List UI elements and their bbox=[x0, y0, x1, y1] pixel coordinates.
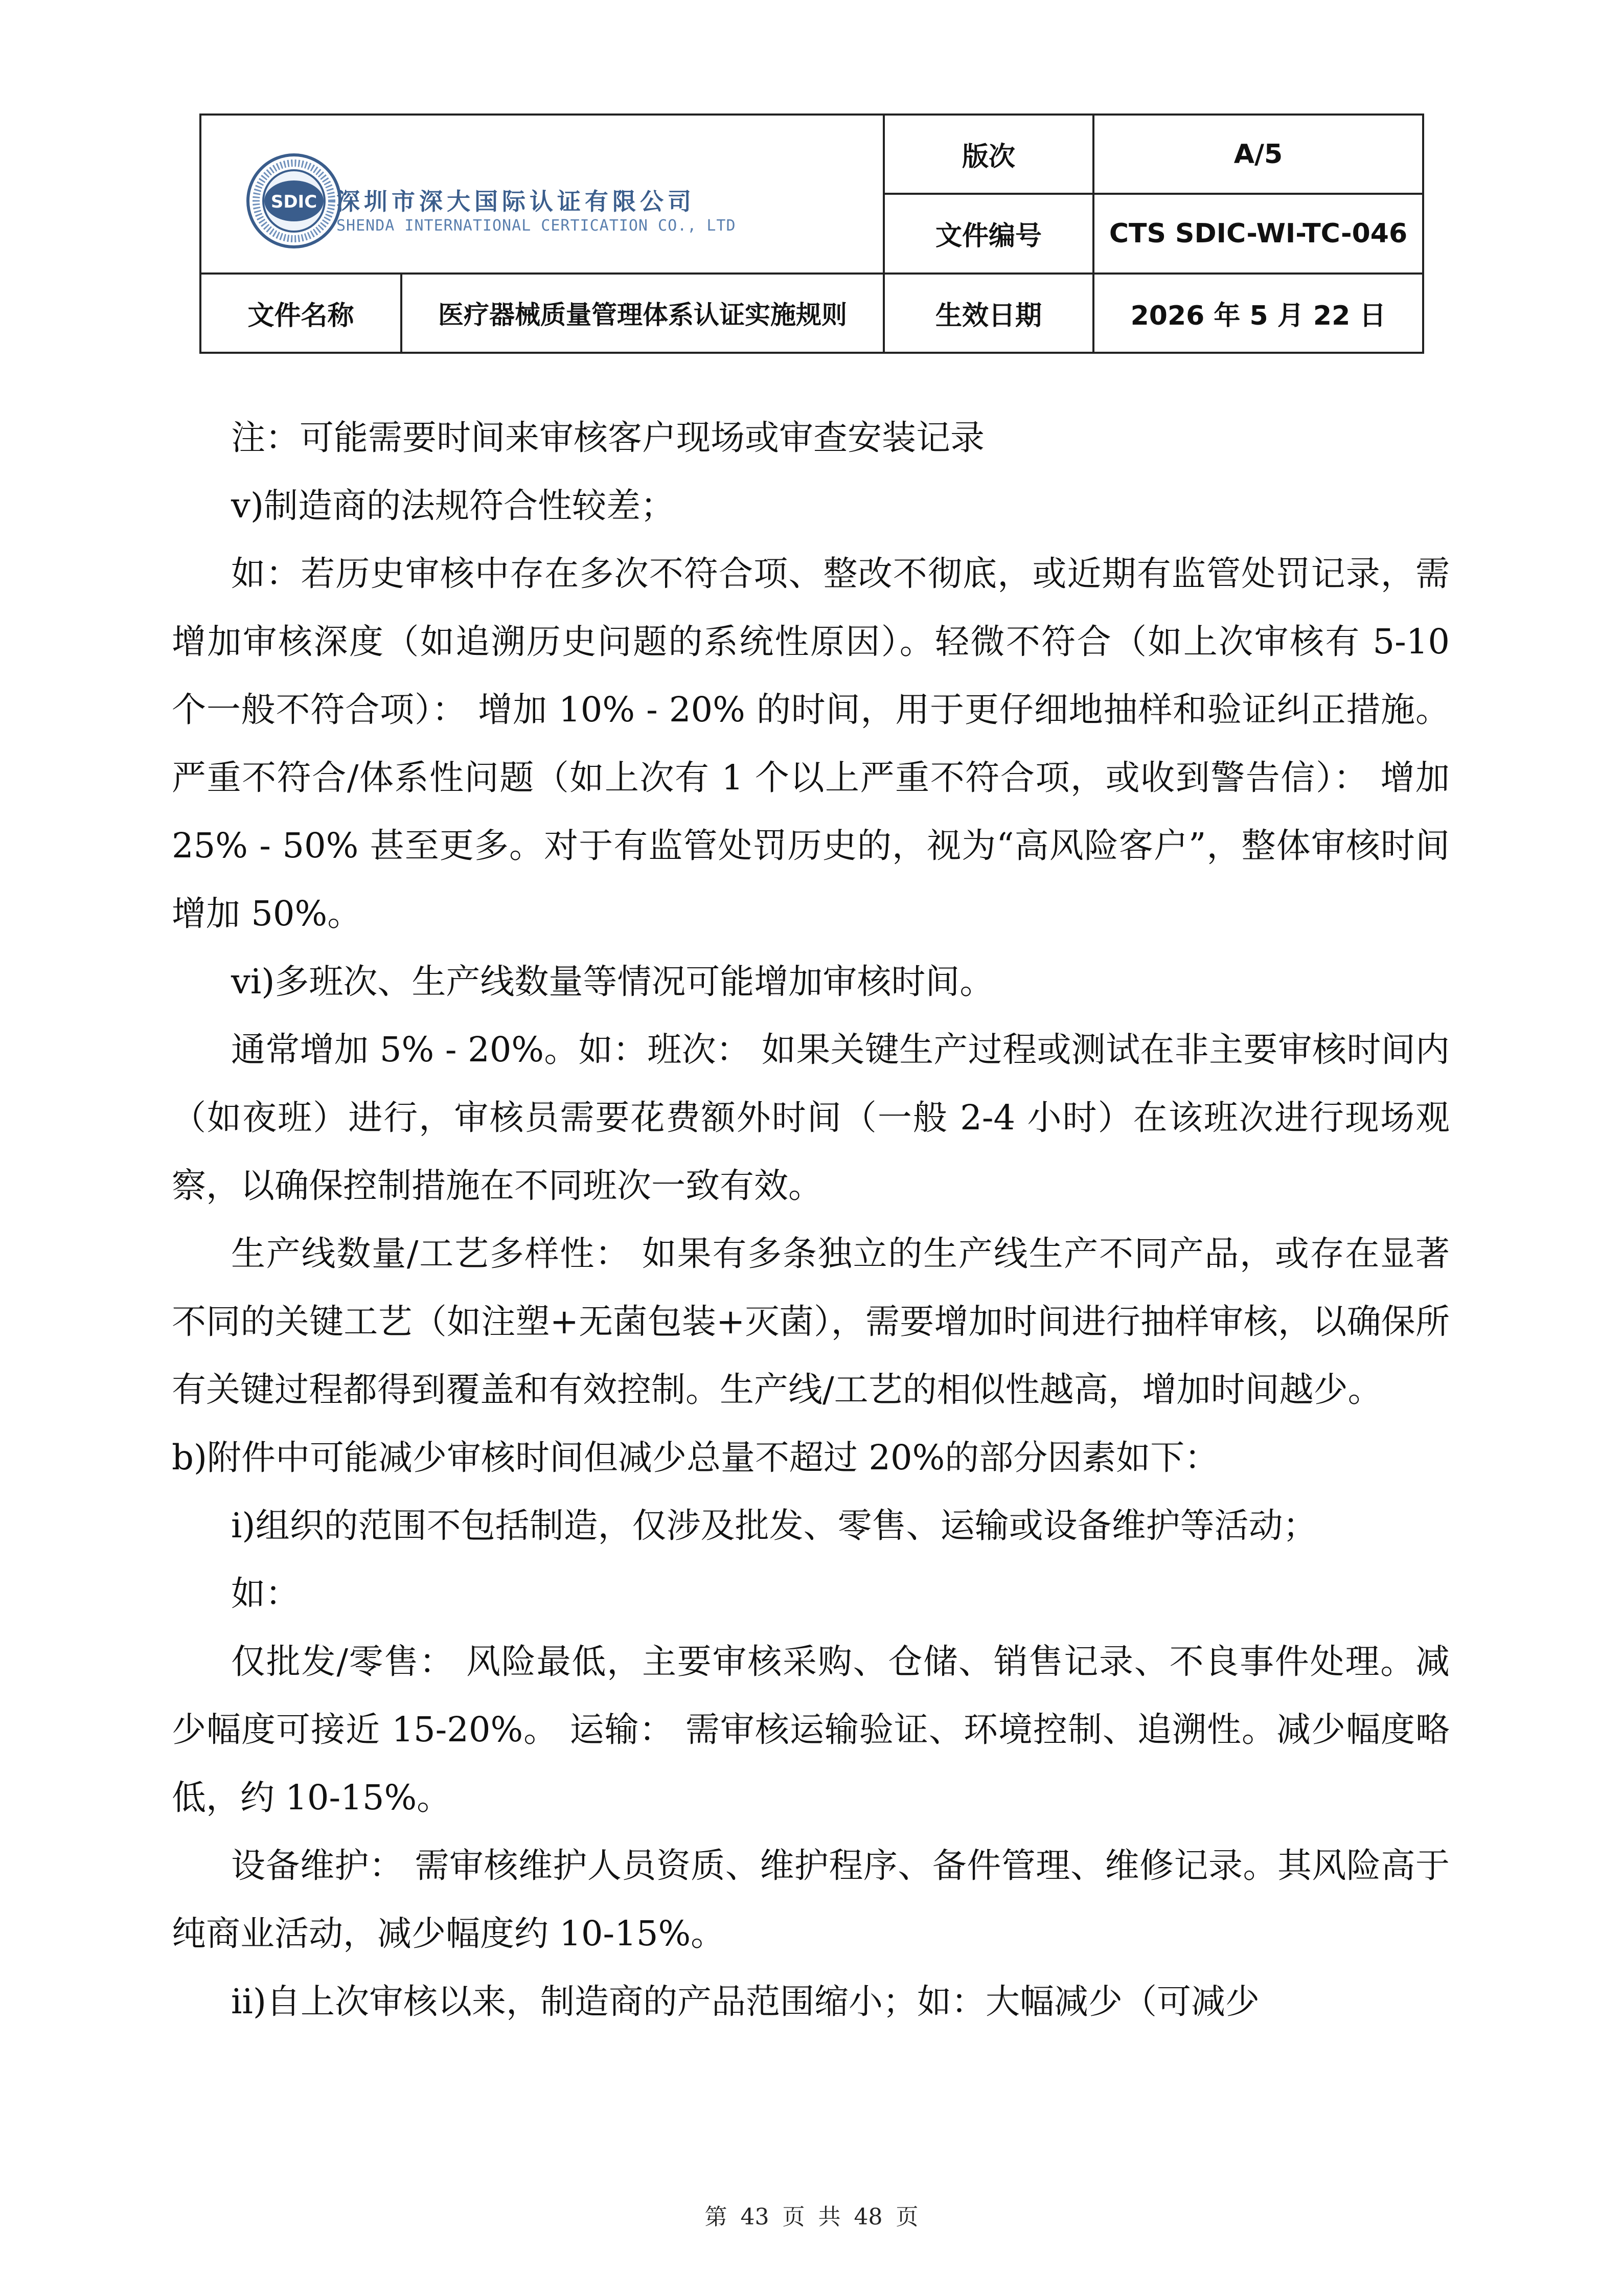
effective-date-value: 2026 年 5 月 22 日 bbox=[1093, 274, 1423, 353]
paragraph: ii)自上次审核以来，制造商的产品范围缩小；如：大幅减少（可减少 bbox=[231, 1982, 1260, 2021]
paragraph: 通常增加 5% - 20%。如：班次： 如果关键生产过程或测试在非主要审核时间内（如夜班）进行，审核员需要花费额外时间（一般 2-4 小时）在该班次进行现场观察，以确保控制措施在不同班次一致有效。 bbox=[172, 1030, 1450, 1206]
company-logo-cell bbox=[200, 115, 884, 274]
company-seal-icon bbox=[245, 152, 342, 249]
document-name-value: 医疗器械质量管理体系认证实施规则 bbox=[401, 274, 884, 353]
effective-date-label: 生效日期 bbox=[884, 274, 1093, 353]
company-name-en: SHENDA INTERNATIONAL CERTICATION CO., LTD bbox=[336, 217, 736, 235]
paragraph: b)附件中可能减少审核时间但减少总量不超过 20%的部分因素如下： bbox=[172, 1438, 1219, 1477]
paragraph: 生产线数量/工艺多样性： 如果有多条独立的生产线生产不同产品，或存在显著不同的关键工艺（如注塑+无菌包装+灭菌），需要增加时间进行抽样审核，以确保所有关键过程都得到覆盖和有效控制。生产线/工艺的相似性越高，增加时间越少。 bbox=[172, 1234, 1450, 1410]
document-name-label: 文件名称 bbox=[200, 274, 401, 353]
company-logo bbox=[245, 152, 910, 270]
version-value: A/5 bbox=[1093, 115, 1423, 194]
paragraph: 设备维护： 需审核维护人员资质、维护程序、备件管理、维修记录。其风险高于纯商业活动，减少幅度约 10-15%。 bbox=[172, 1846, 1450, 1953]
paragraph: 如： bbox=[231, 1574, 300, 1613]
document-body bbox=[172, 404, 1450, 2036]
document-number-value: CTS SDIC-WI-TC-046 bbox=[1093, 194, 1423, 273]
paragraph: i)组织的范围不包括制造，仅涉及批发、零售、运输或设备维护等活动； bbox=[231, 1506, 1317, 1545]
paragraph: 如：若历史审核中存在多次不符合项、整改不彻底，或近期有监管处罚记录，需增加审核深度（如追溯历史问题的系统性原因）。轻微不符合（如上次审核有 5-10 个一般不符合项）： 增加 10% - 20% 的时间，用于更仔细地抽样和验证纠正措施。严重不符合/体系性问题（如上次有 1 个以上严重不符合项，或收到警告信）： 增加 25% - 50% 甚至更多。对于有监管处罚历史的，视为“高风险客户”，整体审核时间增加 50%。 bbox=[172, 554, 1450, 934]
svg-text:SDIC: SDIC bbox=[270, 192, 317, 212]
company-name-cn: 深圳市深大国际认证有限公司 bbox=[336, 188, 695, 215]
document-number-label: 文件编号 bbox=[884, 194, 1093, 273]
paragraph: v)制造商的法规符合性较差； bbox=[231, 486, 675, 526]
paragraph: vi)多班次、生产线数量等情况可能增加审核时间。 bbox=[231, 962, 994, 1002]
page-footer: 第 43 页 共 48 页 bbox=[704, 2204, 919, 2230]
version-label: 版次 bbox=[884, 115, 1093, 194]
paragraph: 注：可能需要时间来审核客户现场或审查安装记录 bbox=[231, 418, 985, 458]
document-header-table bbox=[199, 113, 1424, 354]
paragraph: 仅批发/零售： 风险最低，主要审核采购、仓储、销售记录、不良事件处理。减少幅度可接近 15-20%。 运输： 需审核运输验证、环境控制、追溯性。减少幅度略低，约 10-15%。 bbox=[172, 1642, 1450, 1817]
